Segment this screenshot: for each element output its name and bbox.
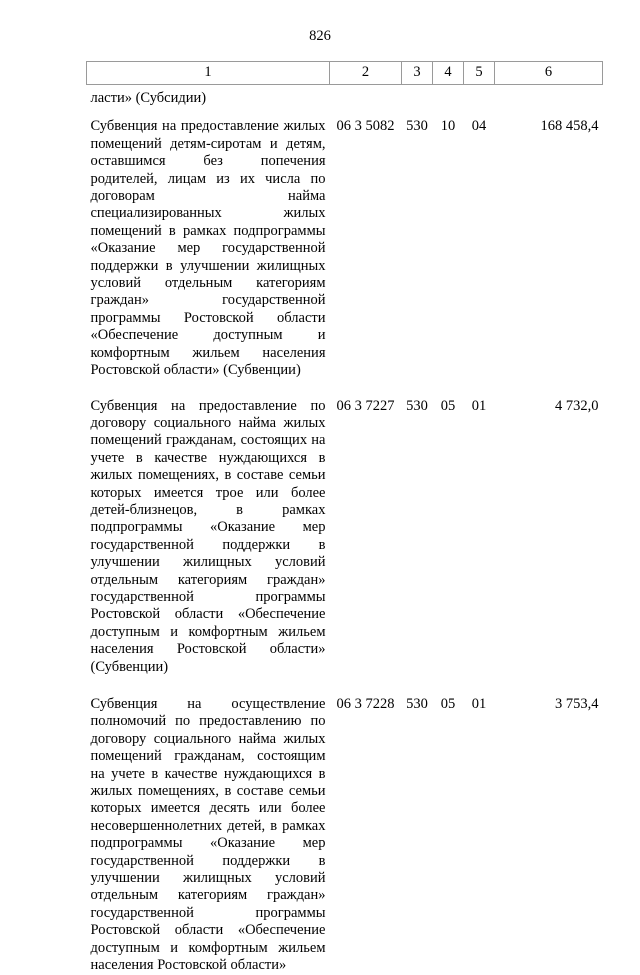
row-amount: 3 753,4 [555,696,599,712]
row-pr: 01 [471,397,487,414]
budget-table [86,61,603,975]
row-rz [433,85,464,114]
row-amount: 4 732,0 [555,397,599,414]
table-header-row [87,62,603,85]
row-pr: 01 [471,696,487,712]
row-name: Субвенция на предоставление жилых помещений детям-сиротам и детям, оставшимся без попечения родителей, лицам из их числа по договорам найма специализированных жилых помещений в рамках подпрограммы «Оказание мер государственной поддержки в улучшении жилищных условий отдельным категориям граждан» государственной программы Ростовской области «Обеспечение доступным и комфортным жильем населения Ростовской области» (Субвенции) [90,118,326,379]
row-code: 06 3 7227 [336,397,395,414]
row-rz: 05 [440,397,456,414]
row-vr: 530 [406,397,428,414]
row-code [330,85,402,114]
row-name: ласти» (Субсидии) [90,90,207,106]
table-row [87,690,603,975]
row-name: Субвенция на предоставление по договору социального найма жилых помещений гражданам, состоящих на учете в качестве нуждающихся в жилых помещениях, в составе семьи которых имеется трое или более детей-близнецов, в рамках подпрограммы «Оказание мер государственной поддержки в улучшении жилищных условий отдельным категориям граждан» государственной программы Ростовской области «Обеспечение доступным и комфортным жильем населения Ростовской области» (Субвенции) [90,397,326,675]
row-name: Субвенция на осуществление полномочий по предоставлению по договору социального найма жилых помещений гражданам, состоящим на учете в качестве нуждающихся в жилых помещениях, в составе семьи которых имеется десять или более несовершеннолетних детей, в рамках подпрограммы «Оказание мер государственной поддержки в улучшении жилищных условий отдельным категориям граждан» государственной программы Ростовской области «Обеспечение доступным и комфортным жильем населения Ростовской области» [90,696,326,974]
row-pr [464,85,495,114]
header-col-2: 2 [330,62,402,85]
header-col-6: 6 [495,62,603,85]
header-col-1: 1 [87,62,330,85]
header-col-5: 5 [464,62,495,85]
row-amount [495,85,603,114]
header-col-3: 3 [402,62,433,85]
row-vr [402,85,433,114]
table-row [87,85,603,114]
row-code: 06 3 7228 [336,696,395,712]
row-rz: 05 [440,696,456,712]
header-col-4: 4 [433,62,464,85]
row-vr: 530 [406,696,428,712]
row-vr: 530 [406,118,428,135]
table-row [87,113,603,391]
row-amount: 168 458,4 [540,118,599,135]
page-number: 826 [309,28,331,44]
row-rz: 10 [440,118,456,135]
table-row [87,392,603,691]
row-code: 06 3 5082 [336,118,395,135]
row-pr: 04 [471,118,487,135]
